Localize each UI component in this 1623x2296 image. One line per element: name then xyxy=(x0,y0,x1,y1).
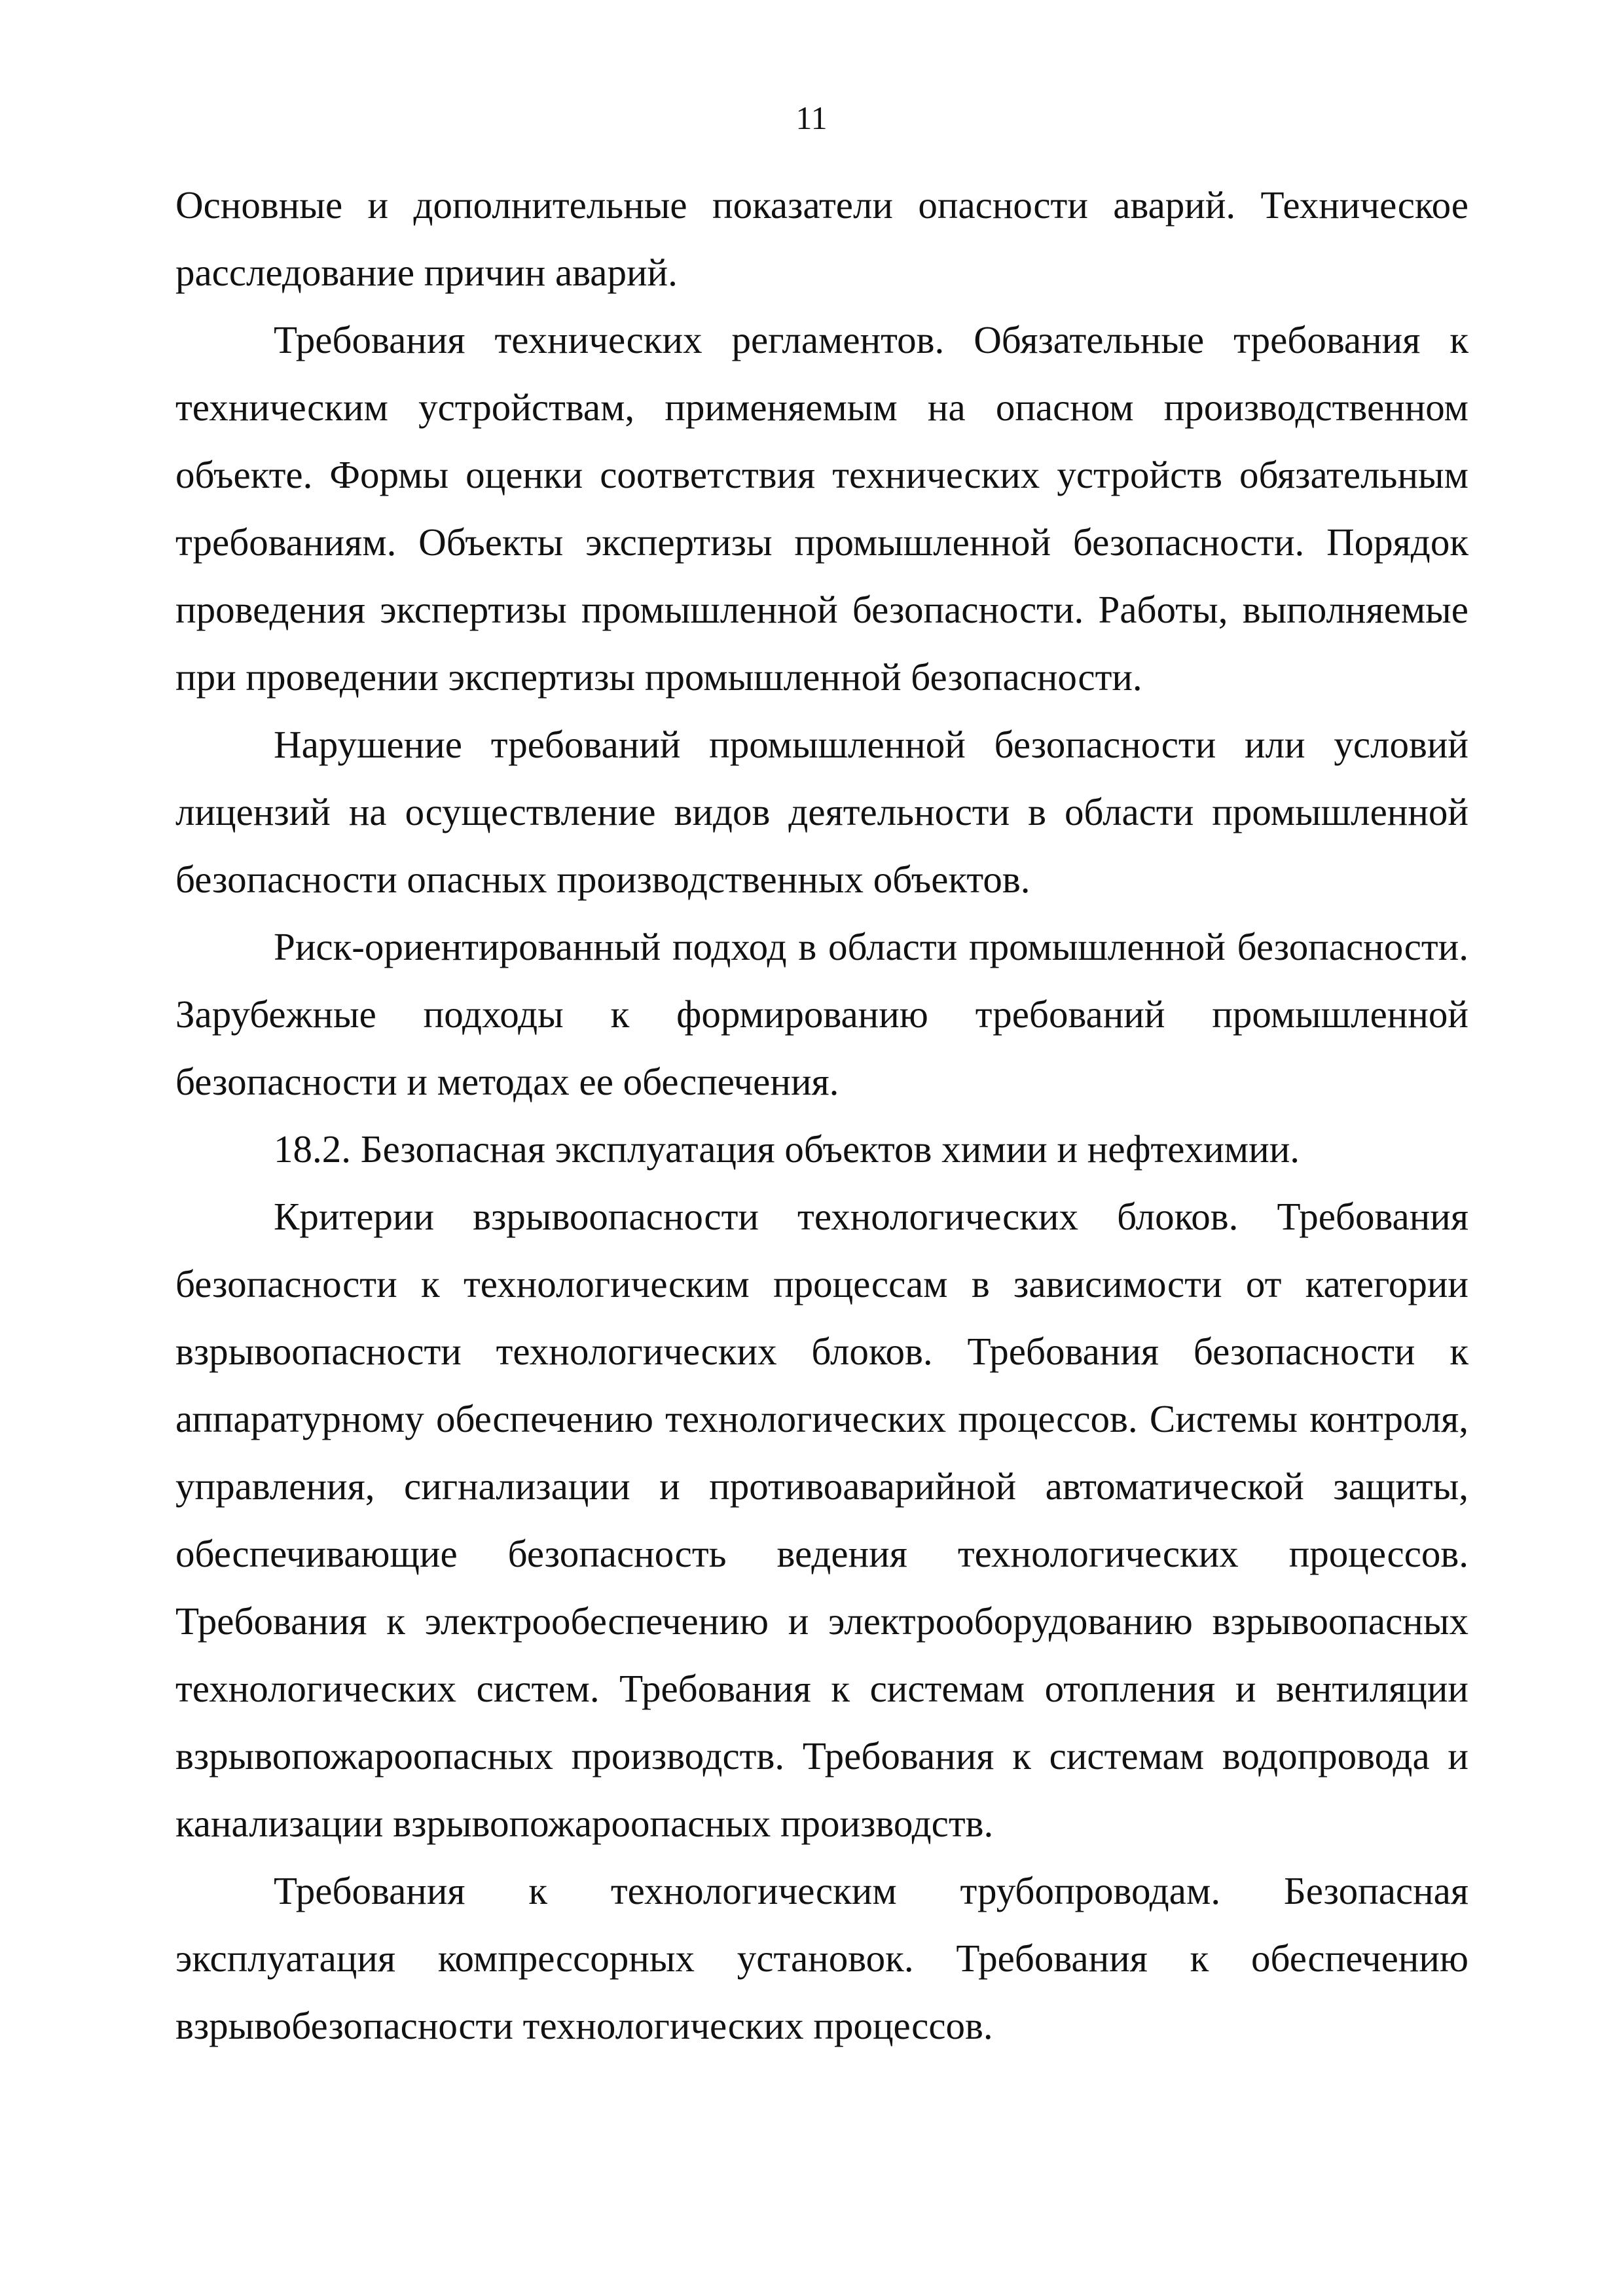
paragraph-violations: Нарушение требований промышленной безопасности или условий лицензий на осуществление видов деятельности в области промышленной безопасности опасных производственных объектов. xyxy=(175,723,1468,901)
section-heading-18-2: 18.2. Безопасная эксплуатация объектов химии и нефтехимии. xyxy=(274,1127,1300,1171)
paragraph-pipelines: Требования к технологическим трубопроводам. Безопасная эксплуатация компрессорных установок. Требования к обеспечению взрывобезопасности технологических процессов. xyxy=(175,1869,1468,2047)
paragraph-risk-approach: Риск-ориентированный подход в области промышленной безопасности. Зарубежные подходы к формированию требований промышленной безопасности и методах ее обеспечения. xyxy=(175,925,1468,1103)
paragraph-accident-indicators: Основные и дополнительные показатели опасности аварий. Техническое расследование причин аварий. xyxy=(175,183,1468,294)
paragraph-explosion-criteria: Критерии взрывоопасности технологических блоков. Требования безопасности к технологическим процессам в зависимости от категории взрывоопасности технологических блоков. Требования безопасности к аппаратурному обеспечению технологических процессов. Системы контроля, управления, сигнализации и противоаварийной автоматической защиты, обеспечивающие безопасность ведения технологических процессов. Требования к электрообеспечению и электрооборудованию взрывоопасных технологических систем. Требования к системам отопления и вентиляции взрывопожароопасных производств. Требования к системам водопровода и канализации взрывопожароопасных производств. xyxy=(175,1195,1468,1845)
paragraph-technical-regulations: Требования технических регламентов. Обязательные требования к техническим устройствам, применяемым на опасном производственном объекте. Формы оценки соответствия технических устройств обязательным требованиям. Объекты экспертизы промышленной безопасности. Порядок проведения экспертизы промышленной безопасности. Работы, выполняемые при проведении экспертизы промышленной безопасности. xyxy=(175,318,1468,699)
document-body xyxy=(175,172,1468,2060)
page-number: 11 xyxy=(795,100,828,136)
